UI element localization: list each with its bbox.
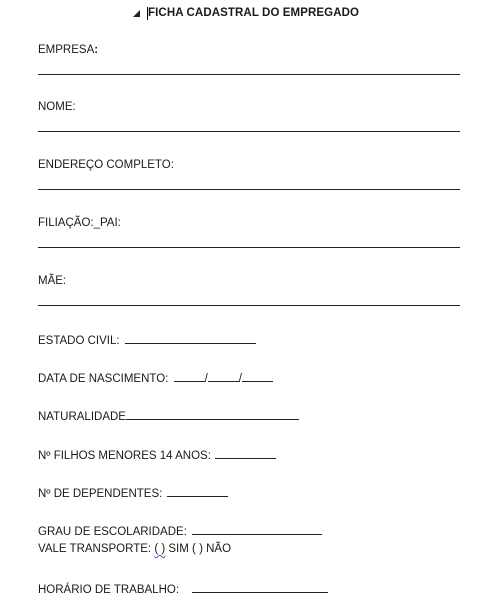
estado-civil-row bbox=[38, 333, 256, 347]
empresa-label-text: EMPRESA bbox=[38, 44, 95, 56]
vale-transporte-row bbox=[38, 543, 231, 555]
escolaridade-row bbox=[38, 524, 322, 538]
data-nascimento-row bbox=[38, 371, 273, 385]
filhos-blank[interactable] bbox=[215, 448, 276, 459]
naturalidade-row bbox=[38, 409, 299, 423]
nome-label: NOME: bbox=[38, 101, 76, 113]
naturalidade-label: NATURALIDADE bbox=[38, 411, 126, 423]
vale-transporte-label: VALE TRANSPORTE: bbox=[38, 543, 152, 555]
escolaridade-blank[interactable] bbox=[192, 524, 322, 535]
title-row bbox=[133, 6, 359, 20]
horario-row bbox=[38, 582, 328, 596]
empresa-label bbox=[38, 44, 98, 56]
endereco-line[interactable] bbox=[38, 189, 460, 190]
naturalidade-blank[interactable] bbox=[126, 409, 299, 420]
date-separator-1: / bbox=[204, 373, 208, 385]
endereco-label: ENDEREÇO COMPLETO: bbox=[38, 159, 174, 171]
estado-civil-label: ESTADO CIVIL: bbox=[38, 335, 120, 347]
collapse-triangle-icon[interactable] bbox=[133, 10, 140, 17]
birth-year-blank[interactable] bbox=[242, 371, 273, 382]
estado-civil-blank[interactable] bbox=[125, 333, 256, 344]
dependentes-label: Nº DE DEPENDENTES: bbox=[38, 488, 163, 500]
filiacao-pai-line[interactable] bbox=[38, 247, 460, 248]
escolaridade-label: GRAU DE ESCOLARIDADE: bbox=[38, 526, 187, 538]
mae-label: MÃE: bbox=[38, 275, 67, 287]
mae-line[interactable] bbox=[38, 305, 460, 306]
vale-sim-checkbox[interactable]: ( ) bbox=[154, 543, 166, 555]
data-nascimento-label: DATA DE NASCIMENTO: bbox=[38, 373, 169, 385]
horario-label: HORÁRIO DE TRABALHO: bbox=[38, 584, 180, 596]
empresa-line[interactable] bbox=[38, 74, 460, 75]
filhos-row bbox=[38, 448, 276, 462]
filiacao-pai-label: FILIAÇÃO:_PAI: bbox=[38, 217, 121, 229]
dependentes-row bbox=[38, 486, 228, 500]
vale-nao-option[interactable]: ( ) NÃO bbox=[192, 543, 232, 555]
date-separator-2: / bbox=[238, 373, 242, 385]
vale-sim-label: SIM bbox=[168, 543, 189, 555]
birth-month-blank[interactable] bbox=[208, 371, 239, 382]
filhos-label: Nº FILHOS MENORES 14 ANOS: bbox=[38, 450, 211, 462]
document-title: FICHA CADASTRAL DO EMPREGADO bbox=[148, 7, 360, 19]
nome-line[interactable] bbox=[38, 131, 460, 132]
horario-blank[interactable] bbox=[192, 582, 328, 593]
dependentes-blank[interactable] bbox=[167, 486, 228, 497]
birth-day-blank[interactable] bbox=[174, 371, 205, 382]
empresa-label-colon: : bbox=[94, 44, 99, 56]
